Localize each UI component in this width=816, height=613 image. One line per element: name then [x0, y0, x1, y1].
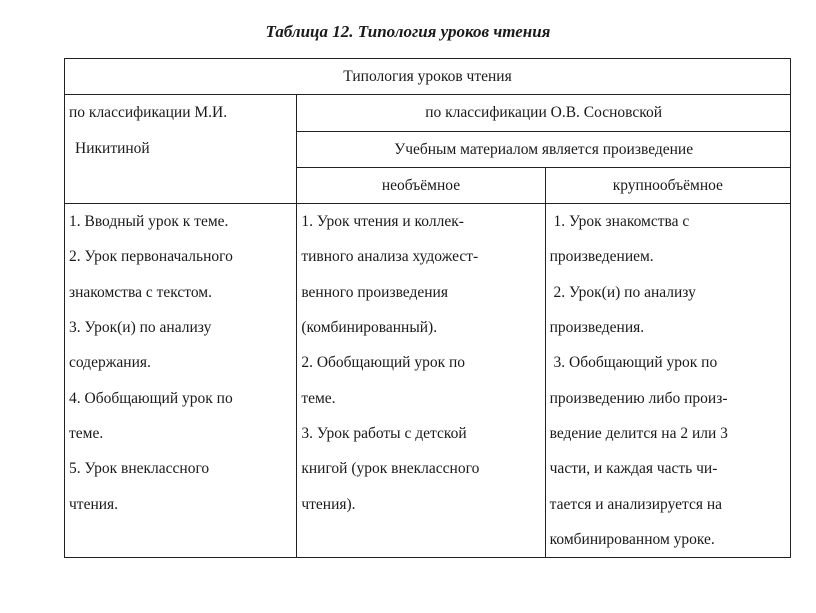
list-item: чтения). [301, 495, 356, 513]
col-small-header-cell [297, 167, 545, 203]
list-item: 3. Урок(и) по анализу [69, 319, 212, 337]
material-header: Учебным материалом является произведение [394, 140, 694, 158]
table-title-cell [65, 59, 791, 95]
list-item: 2. Урок первоначального [69, 248, 233, 266]
list-item: 1. Урок чтения и коллек- [301, 213, 464, 231]
typology-table [64, 58, 791, 558]
list-item: произведению либо произ- [549, 389, 728, 407]
nikitina-list-cell [65, 204, 297, 558]
list-item: теме. [301, 389, 336, 407]
list-item: (комбинированный). [301, 319, 438, 337]
list-item: части, и каждая часть чи- [549, 460, 718, 478]
col-large-header: крупнообъёмное [612, 176, 723, 194]
list-item: знакомства с текстом. [69, 283, 212, 301]
list-item: произведением. [549, 248, 654, 266]
list-item: чтения. [69, 495, 119, 513]
list-item: произведения. [549, 319, 645, 337]
list-item: тается и анализируется на [549, 495, 723, 513]
table-caption: Таблица 12. Типология уроков чтения [265, 22, 551, 41]
list-item: комбинированном уроке. [549, 530, 715, 548]
small-work-list-cell [297, 204, 545, 558]
list-item: 2. Обобщающий урок по [301, 354, 466, 372]
nikitina-header-cell [65, 95, 297, 204]
sosnovskaya-header: по классификации О.В. Сосновской [425, 104, 663, 122]
list-item: 3. Урок работы с детской [301, 424, 467, 442]
col-small-header: необъёмное [381, 176, 461, 194]
list-item: тивного анализа художест- [301, 248, 479, 266]
table-title: Типология уроков чтения [343, 68, 512, 85]
nikitina-header-line: Никитиной [75, 139, 150, 157]
list-item: содержания. [69, 354, 151, 372]
list-item: 4. Обобщающий урок по [69, 389, 233, 407]
list-item: теме. [69, 424, 104, 442]
large-work-list-cell [545, 204, 790, 558]
material-header-cell [297, 131, 791, 167]
list-item: ведение делится на 2 или 3 [549, 424, 728, 442]
list-item: 2. Урок(и) по анализу [549, 283, 696, 301]
nikitina-header-line: по классификации М.И. [69, 104, 228, 122]
list-item: книгой (урок внеклассного [301, 460, 480, 478]
col-large-header-cell [545, 167, 790, 203]
list-item: 1. Вводный урок к теме. [69, 213, 229, 231]
list-item: 3. Обобщающий урок по [549, 354, 718, 372]
list-item: венного произведения [301, 283, 448, 301]
sosnovskaya-header-cell [297, 95, 791, 131]
list-item: 5. Урок внеклассного [69, 460, 210, 478]
list-item: 1. Урок знакомства с [549, 213, 690, 231]
